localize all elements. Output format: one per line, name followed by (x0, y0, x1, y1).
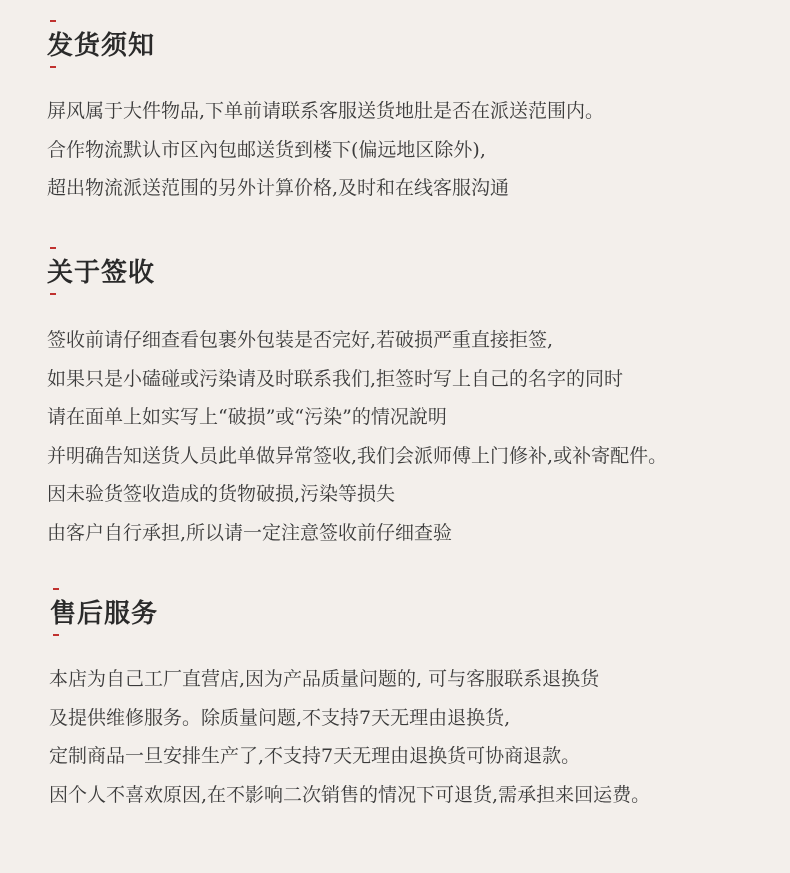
accent-mark-top (50, 247, 56, 249)
body-line: 请在面单上如实写上“破损”或“污染”的情况說明 (47, 406, 447, 428)
body-line: 签收前请仔细查看包裹外包装是否完好,若破损严重直接拒签, (47, 329, 554, 351)
section-title: 发货须知 (47, 31, 156, 61)
section-body (49, 660, 650, 814)
section-body (47, 92, 604, 208)
body-line: 因未验货签收造成的货物破损,污染等损失 (47, 483, 396, 505)
body-line: 因个人不喜欢原因,在不影响二次销售的情况下可退货,需承担来回运费。 (49, 783, 651, 806)
body-line: 由客户自行承担,所以请一定注意签收前仔细查验 (47, 521, 453, 544)
section-title: 关于签收 (47, 258, 156, 288)
accent-mark-bottom (50, 66, 56, 68)
body-line: 并明确告知送货人员此单做异常签收,我们会派师傅上门修补,或补寄配件。 (47, 444, 668, 467)
body-line: 本店为自己工厂直营店,因为产品质量问题的, 可与客服联系退换货 (49, 668, 600, 690)
body-line: 及提供维修服务。除质量问题,不支持7天无理由退换货, (49, 706, 511, 729)
body-line: 如果只是小磕碰或污染请及时联系我们,拒签时写上自己的名字的同时 (47, 367, 624, 390)
accent-mark-bottom (53, 634, 59, 636)
body-line: 超出物流派送范围的另外计算价格,及时和在线客服沟通 (47, 177, 510, 199)
body-line: 定制商品一旦安排生产了,不支持7天无理由退换货可协商退款。 (49, 745, 581, 767)
section-title: 售后服务 (50, 599, 159, 629)
accent-mark-top (53, 588, 59, 590)
body-line: 屏风属于大件物品,下单前请联系客服送货地肚是否在派送范围内。 (47, 100, 605, 122)
accent-mark-bottom (50, 293, 56, 295)
section-body (47, 321, 667, 552)
body-line: 合作物流默认市区內包邮送货到楼下(偏远地区除外), (47, 138, 486, 161)
accent-mark-top (50, 20, 56, 22)
